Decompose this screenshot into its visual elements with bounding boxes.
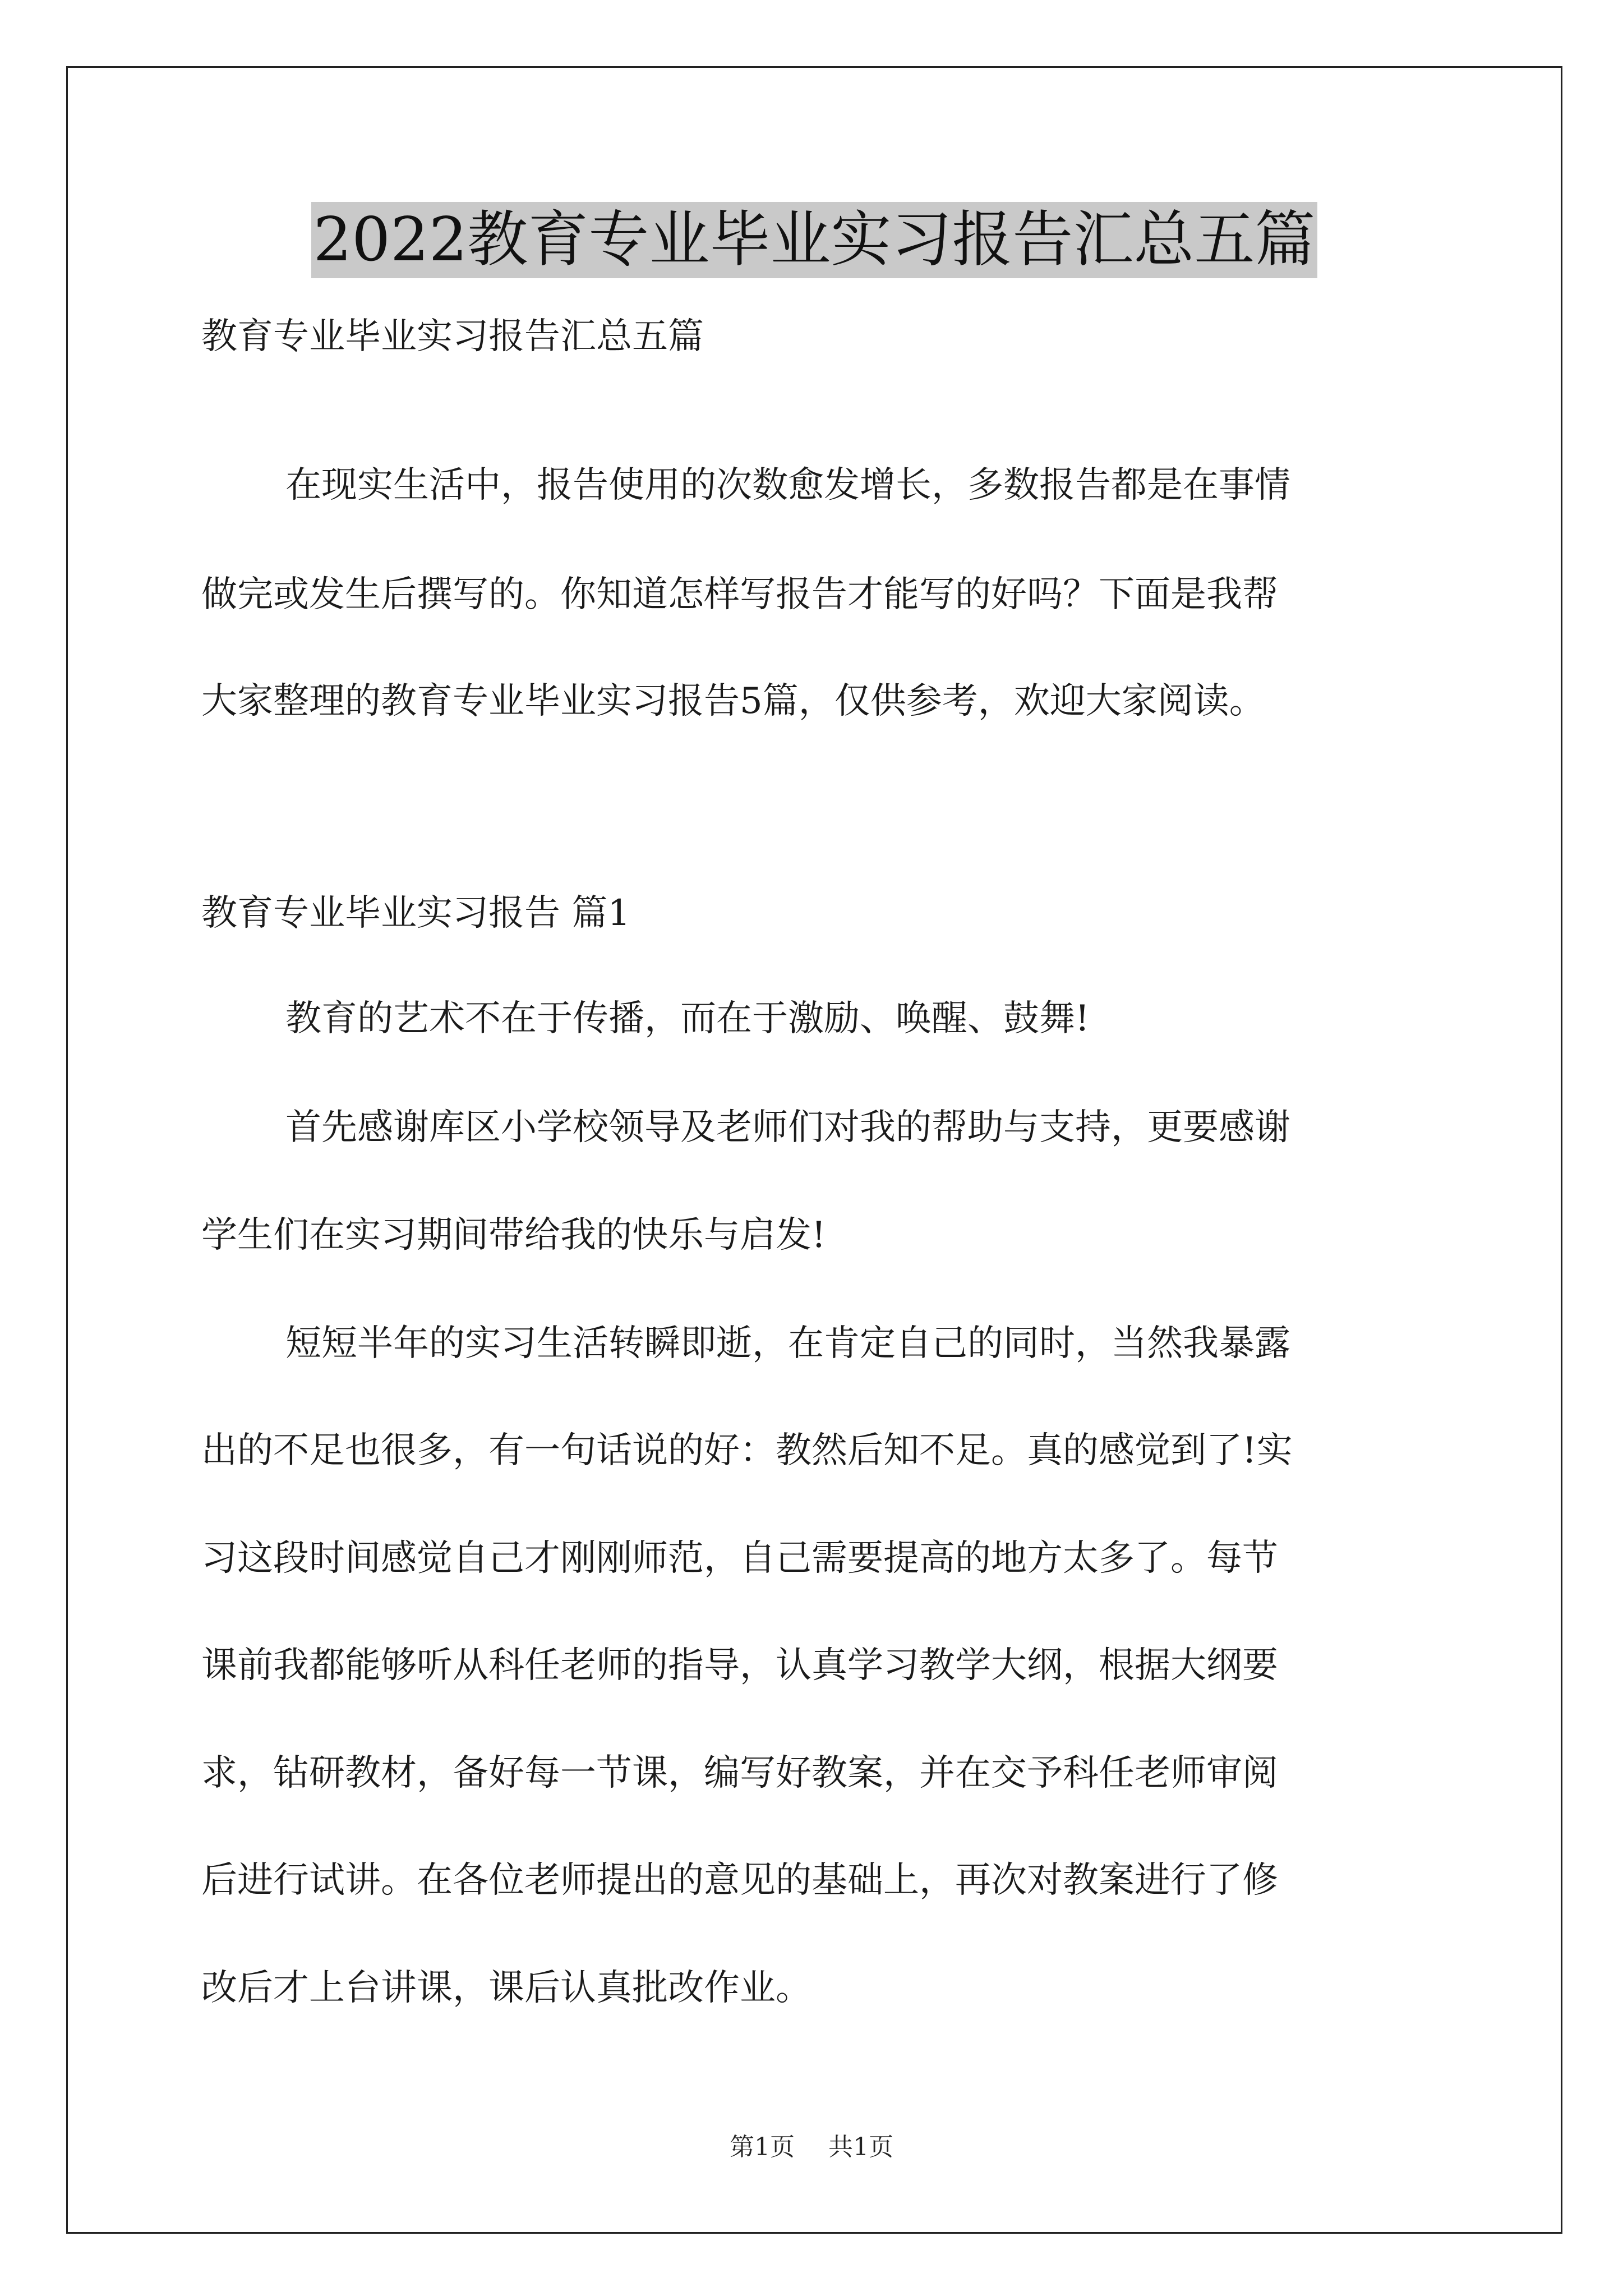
intro-line: 在现实生活中，报告使用的次数愈发增长，多数报告都是在事情 [285,464,1290,506]
page-total: 共1页 [828,2133,893,2161]
body-line: 求，钻研教材，备好每一节课，编写好教案，并在交予科任老师审阅 [201,1752,1278,1794]
intro-line: 做完或发生后撰写的。你知道怎样写报告才能写的好吗？下面是我帮 [201,574,1278,615]
body-line: 改后才上台讲课，课后认真批改作业。 [201,1967,811,2009]
page-footer [0,2132,1623,2163]
body-line: 后进行试讲。在各位老师提出的意见的基础上，再次对教案进行了修 [201,1860,1278,1901]
body-line: 首先感谢库区小学校领导及老师们对我的帮助与支持，更要感谢 [285,1107,1290,1148]
section-heading: 教育专业毕业实习报告 篇1 [201,892,631,934]
page-border [66,66,1562,2234]
body-line: 出的不足也很多，有一句话说的好：教然后知不足。真的感觉到了!实 [201,1430,1293,1471]
title-wrapper [201,202,1427,278]
page-number: 第1页 [730,2133,795,2161]
body-line: 短短半年的实习生活转瞬即逝，在肯定自己的同时，当然我暴露 [285,1323,1290,1364]
body-line: 学生们在实习期间带给我的快乐与启发! [201,1214,826,1256]
intro-line: 大家整理的教育专业毕业实习报告5篇，仅供参考，欢迎大家阅读。 [201,680,1265,722]
body-line: 课前我都能够听从科任老师的指导，认真学习教学大纲，根据大纲要 [201,1645,1278,1686]
document-title: 2022教育专业毕业实习报告汇总五篇 [311,202,1318,278]
document-subtitle: 教育专业毕业实习报告汇总五篇 [201,316,704,357]
body-line: 教育的艺术不在于传播，而在于激励、唤醒、鼓舞! [285,998,1090,1039]
body-line: 习这段时间感觉自己才刚刚师范，自己需要提高的地方太多了。每节 [201,1538,1278,1579]
